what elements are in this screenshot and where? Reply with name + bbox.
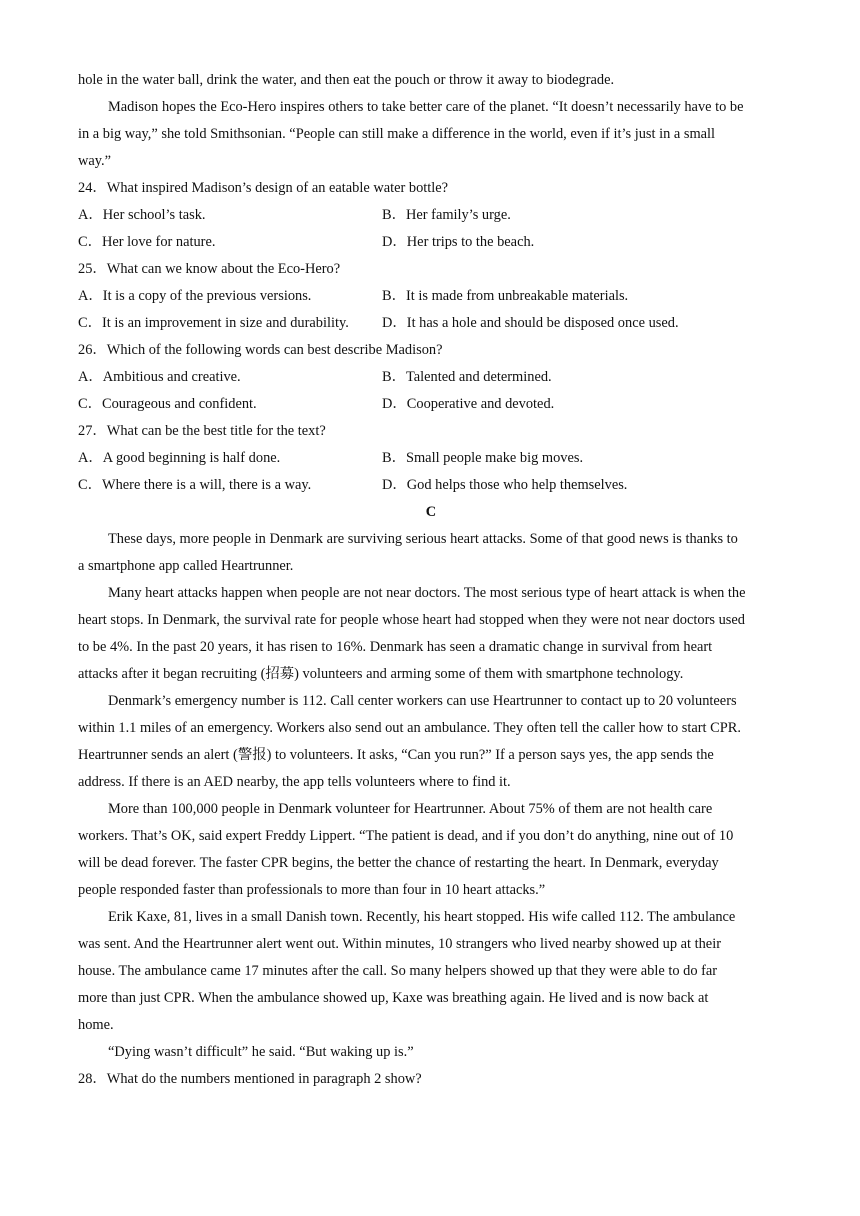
- passage-line: to be 4%. In the past 20 years, it has risen to 16%. Denmark has seen a dramatic change in survival from heart: [78, 639, 713, 655]
- question-24-stem: 24．What inspired Madison’s design of an eatable water bottle?: [78, 180, 449, 196]
- passage-line: home.: [78, 1017, 114, 1033]
- question-26-options-row-2: [78, 391, 784, 418]
- question-24-options-row-2: [78, 229, 784, 256]
- passage-line: house. The ambulance came 17 minutes after the call. So many helpers showed up that they were able to do far: [78, 963, 718, 979]
- option-d: D．Cooperative and devoted.: [382, 396, 555, 412]
- passage-line: in a big way,” she told Smithsonian. “People can still make a difference in the world, even if it’s just in a small: [78, 126, 716, 142]
- option-a: A．It is a copy of the previous versions.: [78, 288, 312, 304]
- passage-line: Denmark’s emergency number is 112. Call center workers can use Heartrunner to contact up to 20 volunteers: [108, 693, 737, 709]
- passage-line: within 1.1 miles of an emergency. Workers also send out an ambulance. They often tell the caller how to start CPR.: [78, 720, 741, 736]
- option-b: B．Her family’s urge.: [382, 207, 511, 223]
- question-26-stem: 26．Which of the following words can best describe Madison?: [78, 342, 443, 358]
- passage-line: a smartphone app called Heartrunner.: [78, 558, 294, 574]
- passage-line: people responded faster than professionals to more than four in 10 heart attacks.”: [78, 882, 546, 898]
- passage-line: “Dying wasn’t difficult” he said. “But waking up is.”: [108, 1044, 414, 1060]
- passage-line: These days, more people in Denmark are surviving serious heart attacks. Some of that good news is thanks to: [108, 531, 738, 547]
- option-a: A．A good beginning is half done.: [78, 450, 281, 466]
- section-heading: C: [425, 504, 437, 520]
- option-b: B．Talented and determined.: [382, 369, 552, 385]
- question-27-options-row-2: [78, 472, 784, 499]
- option-c: C．Courageous and confident.: [78, 396, 257, 412]
- question-27-options-row-1: [78, 445, 784, 472]
- question-25-stem: 25．What can we know about the Eco-Hero?: [78, 261, 341, 277]
- passage-line: heart stops. In Denmark, the survival rate for people whose heart had stopped when they were not near doctors used: [78, 612, 745, 628]
- option-d: D．God helps those who help themselves.: [382, 477, 628, 493]
- option-a: A．Ambitious and creative.: [78, 369, 241, 385]
- passage-line: attacks after it began recruiting (招募) volunteers and arming some of them with smartphone technology.: [78, 666, 684, 682]
- passage-line: Heartrunner sends an alert (警报) to volunteers. It asks, “Can you run?” If a person says yes, the app sends the: [78, 747, 714, 763]
- option-b: B．It is made from unbreakable materials.: [382, 288, 629, 304]
- option-b: B．Small people make big moves.: [382, 450, 584, 466]
- passage-line: workers. That’s OK, said expert Freddy Lippert. “The patient is dead, and if you don’t do anything, nine out of 10: [78, 828, 734, 844]
- option-c: C．Where there is a will, there is a way.: [78, 477, 312, 493]
- passage-line: Erik Kaxe, 81, lives in a small Danish town. Recently, his heart stopped. His wife called 112. The ambulance: [108, 909, 736, 925]
- question-26-options-row-1: [78, 364, 784, 391]
- passage-line: more than just CPR. When the ambulance showed up, Kaxe was breathing again. He lived and is now back at: [78, 990, 709, 1006]
- option-c: C．It is an improvement in size and durability.: [78, 315, 349, 331]
- question-25-options-row-2: [78, 310, 784, 337]
- document-content: [78, 67, 784, 1093]
- question-24-options-row-1: [78, 202, 784, 229]
- passage-line: will be dead forever. The faster CPR begins, the better the chance of restarting the heart. In Denmark, everyday: [78, 855, 719, 871]
- passage-line: hole in the water ball, drink the water, and then eat the pouch or throw it away to biodegrade.: [78, 72, 615, 88]
- question-27-stem: 27．What can be the best title for the text?: [78, 423, 326, 439]
- passage-line: address. If there is an AED nearby, the app tells volunteers where to find it.: [78, 774, 511, 790]
- passage-line: More than 100,000 people in Denmark volunteer for Heartrunner. About 75% of them are not health care: [108, 801, 713, 817]
- option-d: D．It has a hole and should be disposed once used.: [382, 315, 679, 331]
- passage-line: way.”: [78, 153, 112, 169]
- option-c: C．Her love for nature.: [78, 234, 216, 250]
- option-d: D．Her trips to the beach.: [382, 234, 535, 250]
- option-a: A．Her school’s task.: [78, 207, 206, 223]
- passage-line: Madison hopes the Eco-Hero inspires others to take better care of the planet. “It doesn’t necessarily have to be: [108, 99, 744, 115]
- passage-line: was sent. And the Heartrunner alert went out. Within minutes, 10 strangers who lived nearby showed up at their: [78, 936, 721, 952]
- question-25-options-row-1: [78, 283, 784, 310]
- passage-line: Many heart attacks happen when people are not near doctors. The most serious type of heart attack is when the: [108, 585, 746, 601]
- question-28-stem: 28．What do the numbers mentioned in paragraph 2 show?: [78, 1071, 422, 1087]
